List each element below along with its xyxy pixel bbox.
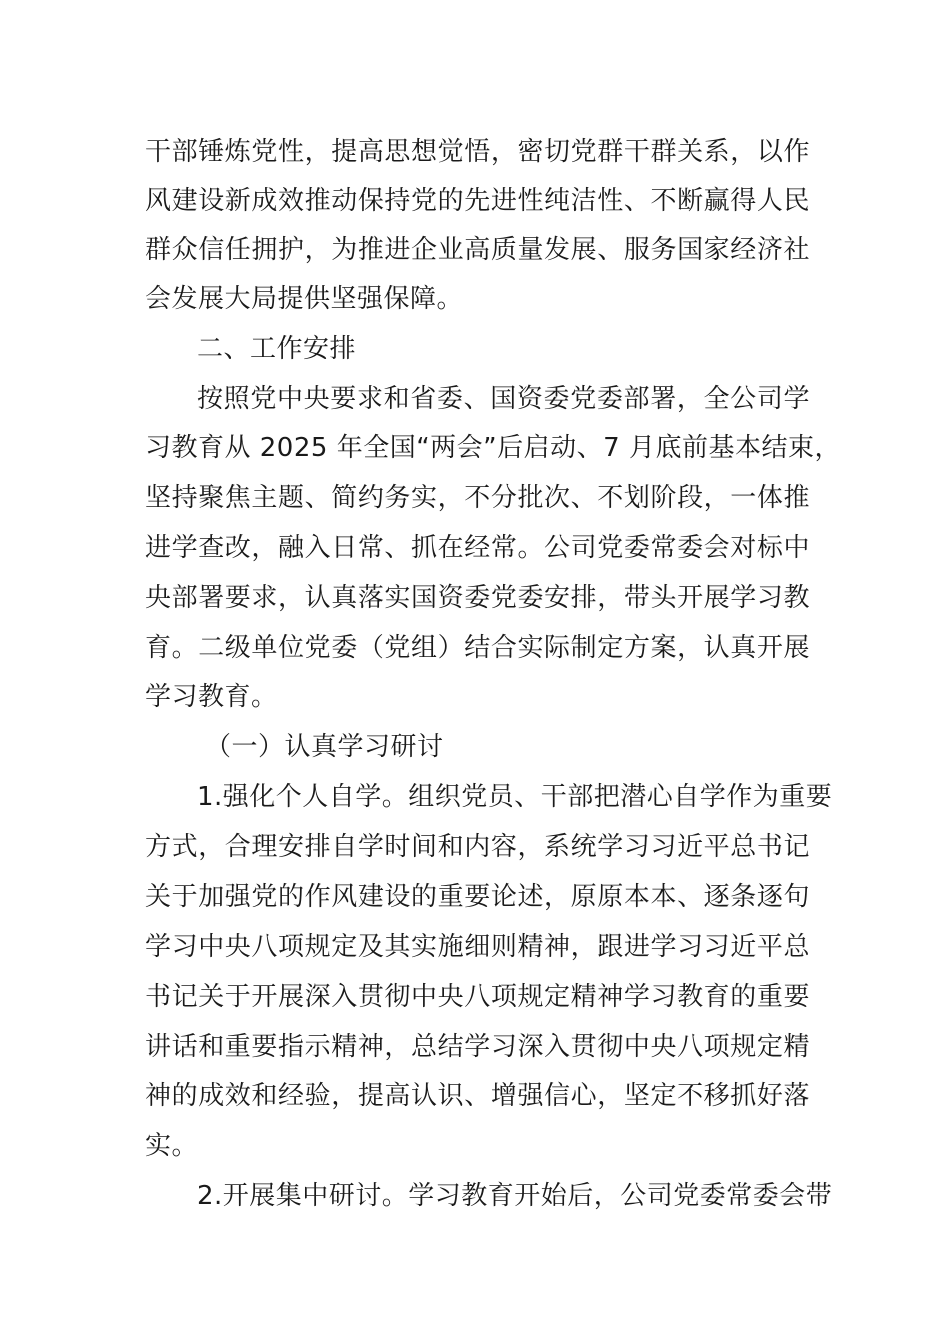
text-line: 育。二级单位党委（党组）结合实际制定方案，认真开展 (145, 633, 810, 663)
text-line: 学习中央八项规定及其实施细则精神，跟进学习习近平总 (145, 932, 810, 962)
text-line: 进学查改，融入日常、抓在经常。公司党委常委会对标中 (145, 533, 810, 563)
text-line: 会发展大局提供坚强保障。 (145, 284, 464, 314)
text-line: 讲话和重要指示精神，总结学习深入贯彻中央八项规定精 (145, 1032, 810, 1062)
text-line: 按照党中央要求和省委、国资委党委部署，全公司学 (197, 384, 810, 414)
text-line: 央部署要求，认真落实国资委党委安排，带头开展学习教 (145, 583, 810, 613)
text-line: 坚持聚焦主题、简约务实，不分批次、不划阶段，一体推 (145, 483, 810, 513)
text-line: 学习教育。 (145, 682, 278, 712)
text-line: 干部锤炼党性，提高思想觉悟，密切党群干群关系，以作 (145, 137, 810, 167)
text-line: 书记关于开展深入贯彻中央八项规定精神学习教育的重要 (145, 982, 810, 1012)
text-line: 神的成效和经验，提高认识、增强信心，坚定不移抓好落 (145, 1081, 810, 1111)
text-line: 风建设新成效推动保持党的先进性纯洁性、不断赢得人民 (145, 186, 810, 216)
text-line: 关于加强党的作风建设的重要论述，原原本本、逐条逐句 (145, 882, 810, 912)
text-line: 实。 (145, 1131, 199, 1161)
section-heading: 二、工作安排 (197, 334, 357, 364)
subsection-heading: （一）认真学习研讨 (205, 732, 444, 762)
text-line: 1.强化个人自学。组织党员、干部把潜心自学作为重要 (197, 782, 833, 812)
text-line: 习教育从 2025 年全国“两会”后启动、7 月底前基本结束， (145, 433, 841, 463)
text-line: 群众信任拥护，为推进企业高质量发展、服务国家经济社 (145, 235, 810, 265)
text-line: 方式，合理安排自学时间和内容，系统学习习近平总书记 (145, 832, 810, 862)
text-line: 2.开展集中研讨。学习教育开始后，公司党委常委会带 (197, 1181, 833, 1211)
